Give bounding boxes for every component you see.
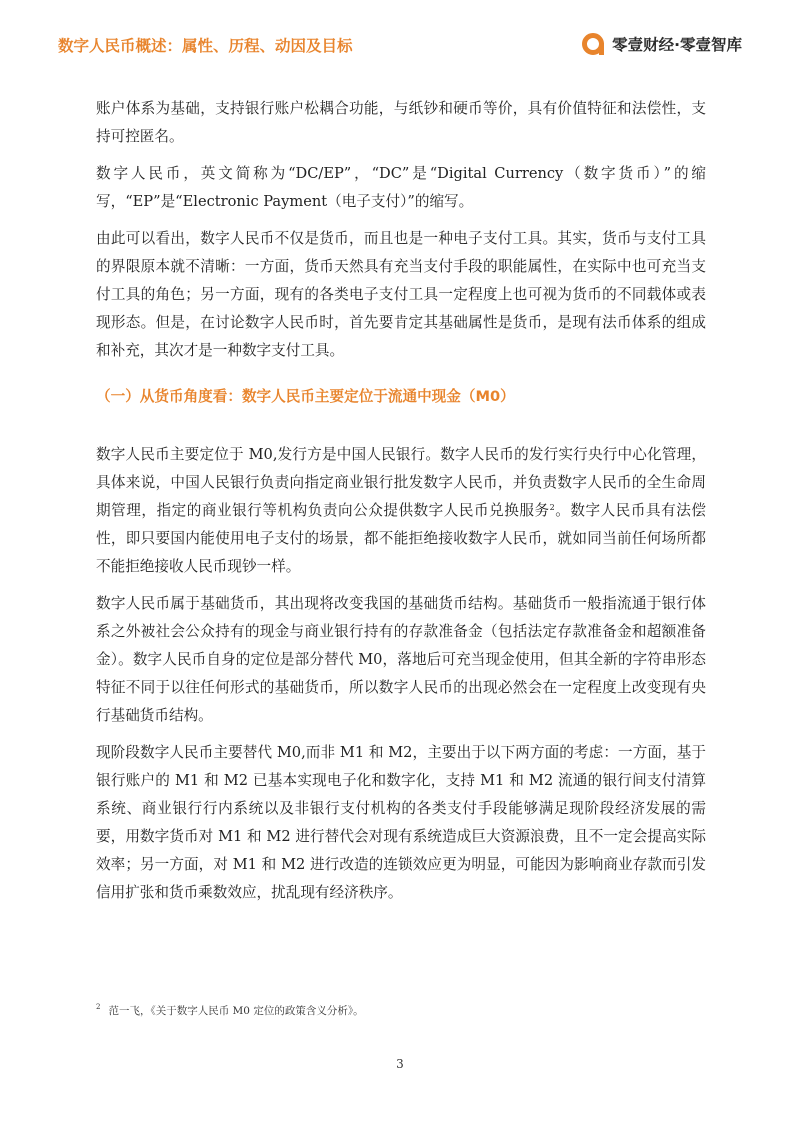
page-number: 3 [396,1057,404,1071]
paragraph: 由此可以看出，数字人民币不仅是货币，而且也是一种电子支付工具。其实，货币与支付工具的界限原本就不清晰：一方面，货币天然具有充当支付手段的职能属性，在实际中也可充当支付工具的角色；另一方面，现有的各类电子支付工具一定程度上也可视为货币的不同载体或表现形态。但是，在讨论数字人民币时，首先要肯定其基础属性是货币，是现有法币体系的组成和补充，其次才是一种数字支付工具。 [96,230,706,359]
section-heading: （一）从货币角度看：数字人民币主要定位于流通中现金（M0） [96,388,515,405]
brand [580,31,742,57]
paragraph-text: 。数字人民币具有法偿性，即只要国内能使用电子支付的场景，都不能拒绝接收数字人民币，就如同当前任何场所都不能拒绝接收人民币现钞一样。 [96,502,706,575]
paragraph: 数字人民币属于基础货币，其出现将改变我国的基础货币结构。基础货币一般指流通于银行体系之外被社会公众持有的现金与商业银行持有的存款准备金（包括法定存款准备金和超额准备金）。数字人民币自身的定位是部分替代 M0，落地后可充当现金使用，但其全新的字符串形态特征不同于以往任何形式的基础货币，所以数字人民币的出现必然会在一定程度上改变现有央行基础货币结构。 [96,595,706,724]
footnote-reference: 2 [549,503,555,512]
paragraph-text: 数字人民币主要定位于 M0,发行方是中国人民银行。数字人民币的发行实行央行中心化管理，具体来说，中国人民银行负责向指定商业银行批发数字人民币，并负责数字人民币的全生命周期管理，指定的商业银行等机构负责向公众提供数字人民币兑换服务 [96,446,706,519]
footnote-mark: 2 [96,1003,101,1011]
footnote [96,1003,364,1018]
brand-name: 零壹财经·零壹智库 [612,36,742,54]
footnote-text: 范一飞，《关于数字人民币 M0 定位的政策含义分析》。 [108,1005,364,1017]
paragraph [96,441,706,581]
paragraph: 账户体系为基础，支持银行账户松耦合功能，与纸钞和硬币等价，具有价值特征和法偿性，支持可控匿名。 [96,100,706,145]
brand-logo-icon [580,31,606,57]
paragraph: 现阶段数字人民币主要替代 M0,而非 M1 和 M2，主要出于以下两方面的考虑：一方面，基于银行账户的 M1 和 M2 已基本实现电子化和数字化，支持 M1 和 M2 流通的银行间支付清算系统、商业银行行内系统以及非银行支付机构的各类支付手段能够满足现阶段经济发展的需要，用数字货币对 M1 和 M2 进行替代会对现有系统造成巨大资源浪费，且不一定会提高实际效率；另一方面，对 M1 和 M2 进行改造的连锁效应更为明显，可能因为影响商业存款而引发信用扩张和货币乘数效应，扰乱现有经济秩序。 [96,744,706,901]
page-body [96,95,706,916]
paragraph: 数字人民币，英文简称为“DC/EP”，“DC”是“Digital Currency（数字货币）”的缩写，“EP”是“Electronic Payment（电子支付）”的缩写。 [96,165,706,210]
header-title: 数字人民币概述：属性、历程、动因及目标 [58,37,353,55]
